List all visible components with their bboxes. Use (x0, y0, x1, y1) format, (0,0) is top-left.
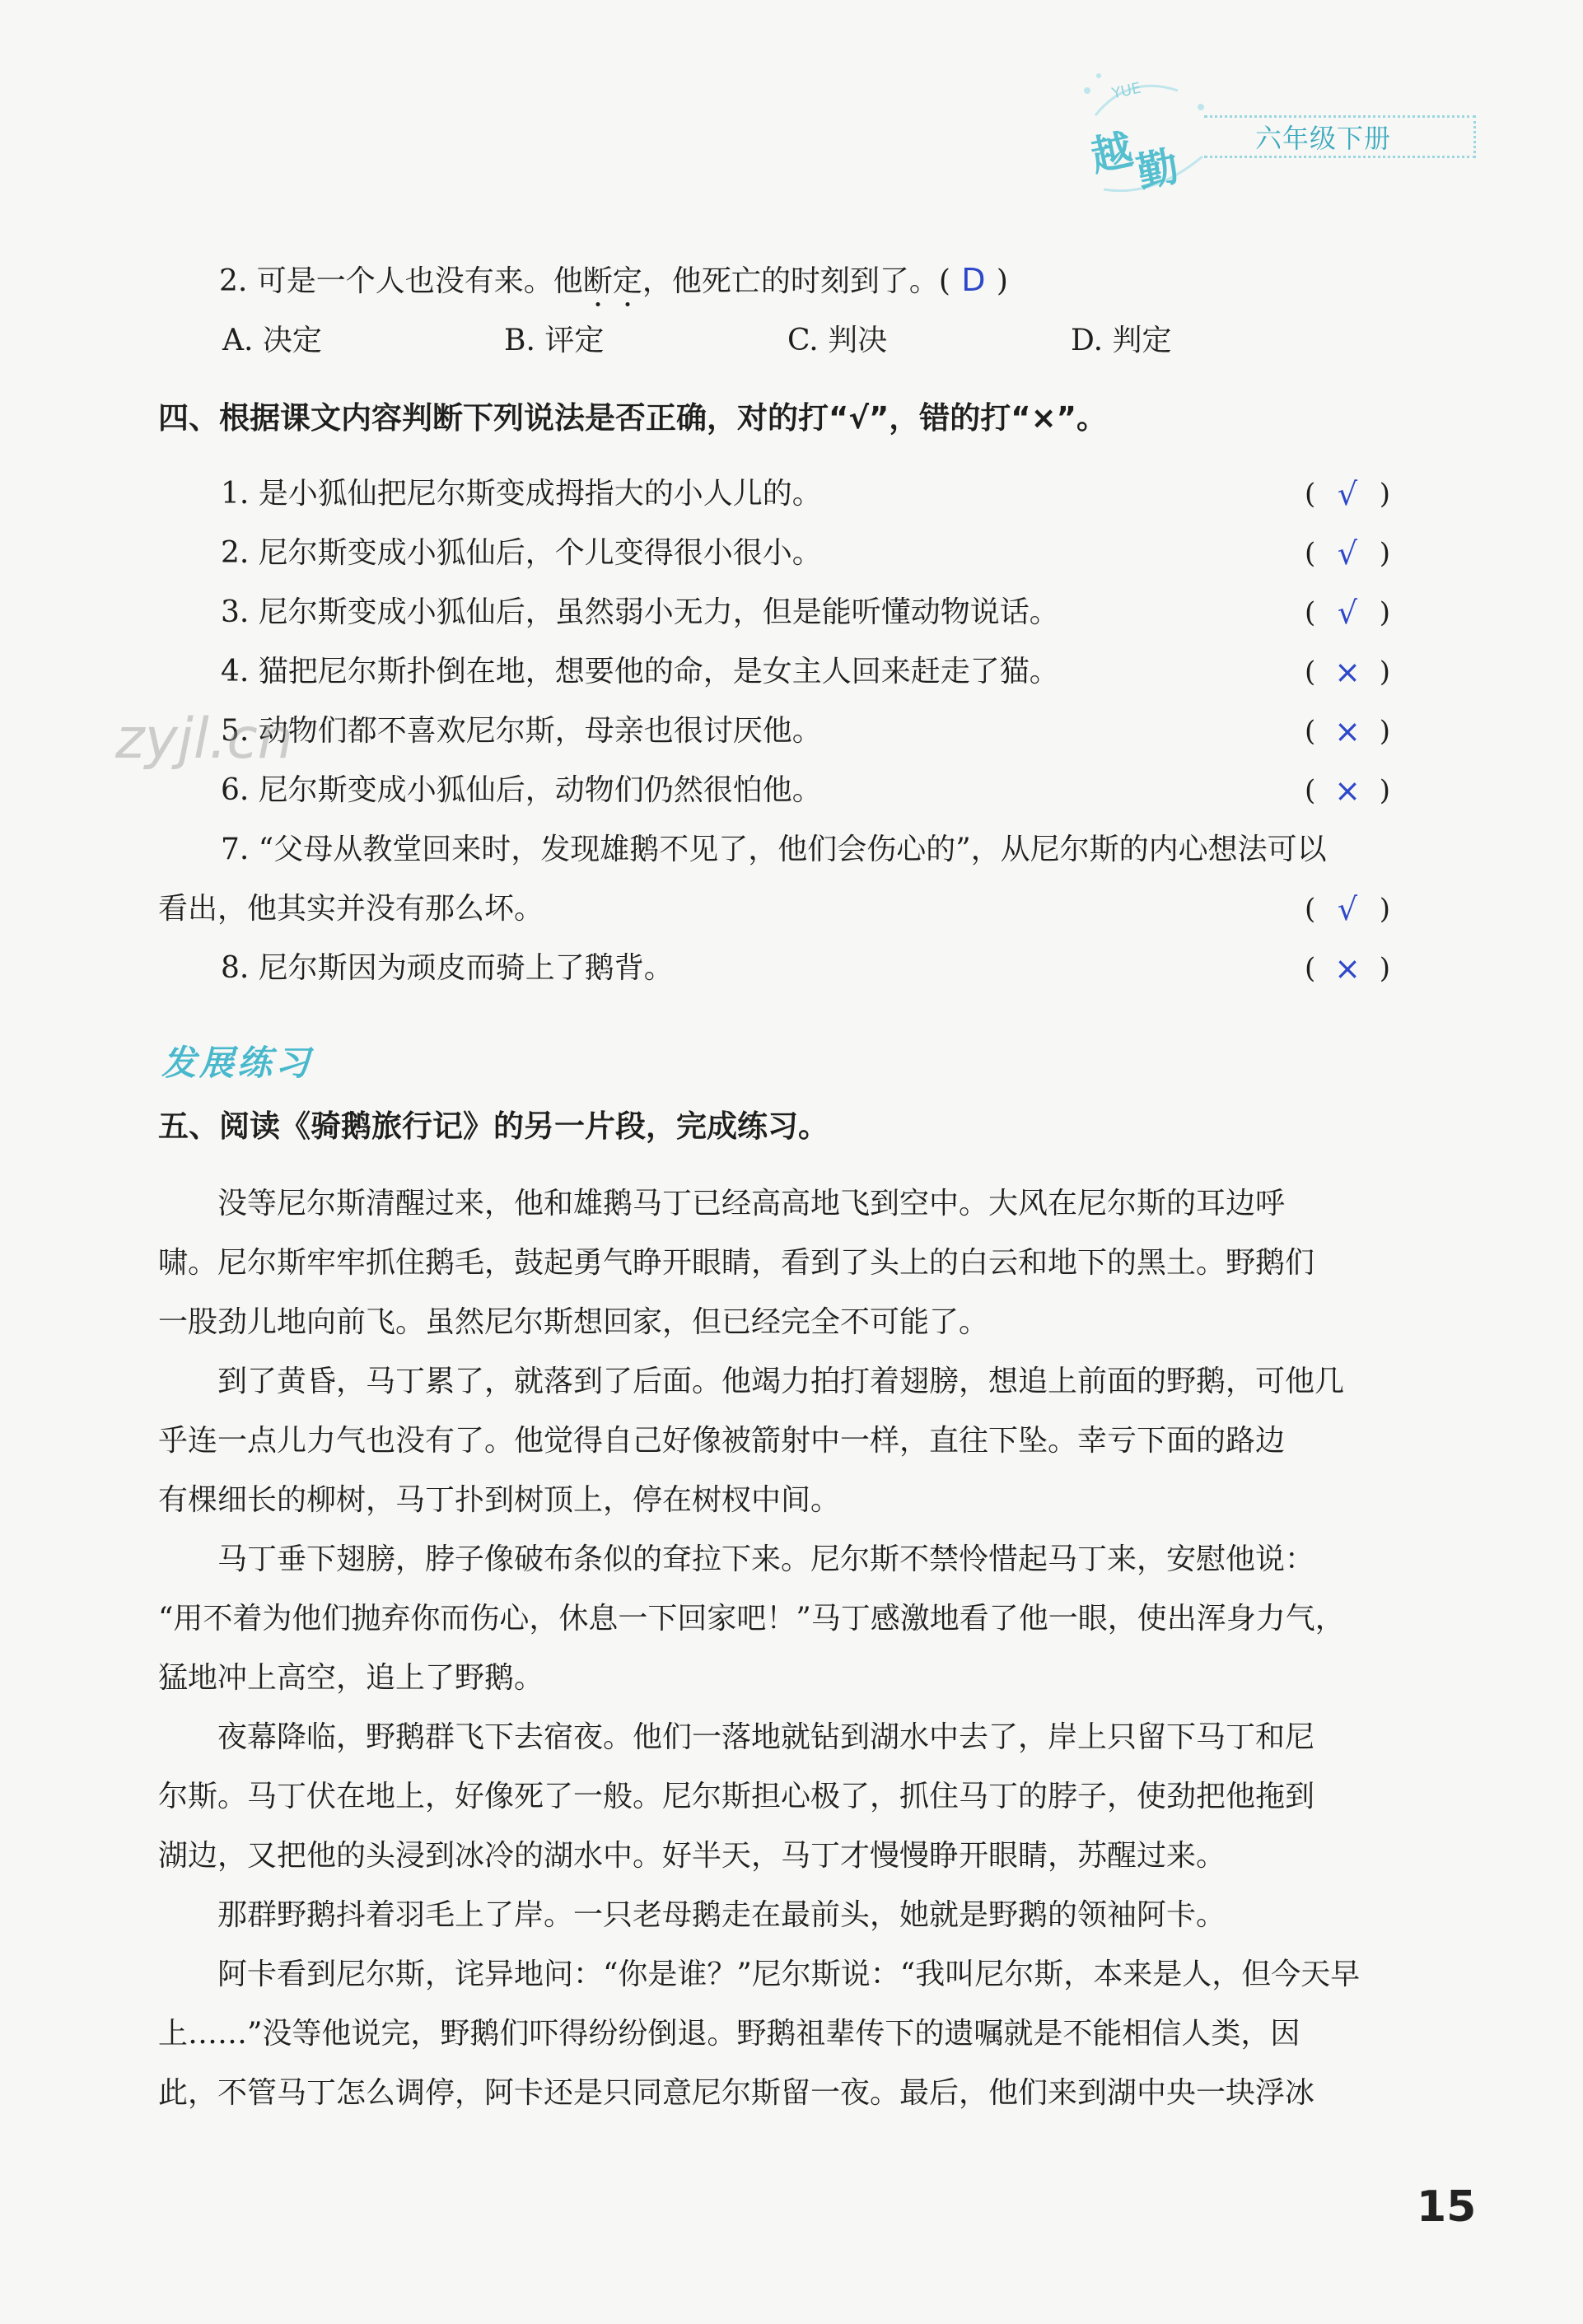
answer-paren (1305, 535, 1390, 572)
paren-open: ( (1305, 478, 1316, 511)
reading-passage (158, 1174, 1402, 2123)
passage-line: 湖边，又把他的头浸到冰冷的湖水中。好半天，马丁才慢慢睁开眼睛，苏醒过来。 (158, 1839, 1226, 1873)
tf-item-4: 4. 猫把尼尔斯扑倒在地，想要他的命，是女主人回来赶走了猫。 (221, 655, 1059, 688)
passage-line: 没等尼尔斯清醒过来，他和雄鹅马丁已经高高地飞到空中。大风在尼尔斯的耳边呼 (158, 1187, 1286, 1220)
emphasis-char: 断 (582, 264, 613, 298)
tf-item-2: 2. 尼尔斯变成小狐仙后，个儿变得很小很小。 (221, 536, 822, 570)
passage-line: “用不着为他们抛弃你而伤心，休息一下回家吧！”马丁感激地看了他一眼，使出浑身力气， (158, 1602, 1345, 1636)
passage-line: 有棵细长的柳树，马丁扑到树顶上，停在树杈中间。 (158, 1483, 841, 1517)
grade-text: 六年级下册 (1255, 123, 1392, 154)
tf-item-6: 6. 尼尔斯变成小狐仙后，动物们仍然很怕他。 (221, 773, 822, 807)
answer-paren (1305, 950, 1390, 987)
logo-char-1: 越 (1086, 125, 1137, 181)
passage-line: 此，不管马丁怎么调停，阿卡还是只同意尼尔斯留一夜。最后，他们来到湖中央一块浮冰 (158, 2076, 1315, 2110)
passage-line: 尔斯。马丁伏在地上，好像死了一般。尼尔斯担心极了，抓住马丁的脖子，使劲把他拖到 (158, 1780, 1315, 1813)
tf-item-1: 1. 是小狐仙把尼尔斯变成拇指大的小人儿的。 (221, 477, 822, 511)
logo-small-text: YUE (1110, 79, 1143, 103)
answer-paren (1305, 654, 1390, 690)
option-b: B. 评定 (504, 324, 605, 357)
paren-close: ) (1379, 893, 1390, 926)
passage-line: 猛地冲上高空，追上了野鹅。 (158, 1661, 544, 1695)
section-banner: 发展练习 (161, 1043, 314, 1083)
paren-close: ) (996, 264, 1008, 298)
paren-open: ( (1305, 537, 1316, 570)
answer-mark: × (1334, 713, 1361, 749)
answer-paren (1305, 713, 1390, 749)
answer-mark: √ (1337, 476, 1358, 512)
paren-open: ( (1305, 952, 1316, 985)
answer-paren (1305, 891, 1390, 927)
answer-mark: √ (1337, 535, 1358, 572)
paren-close: ) (1379, 537, 1390, 570)
answer-paren (1305, 772, 1390, 809)
answer-paren (1305, 595, 1390, 631)
answer-mark: √ (1337, 595, 1358, 631)
stem-text: ，他死亡的时刻到了。( (642, 264, 950, 298)
tf-item-8: 8. 尼尔斯因为顽皮而骑上了鹅背。 (221, 951, 674, 985)
page-number: 15 (1417, 2182, 1477, 2232)
answer-mark: D (961, 262, 986, 298)
answer-paren (1305, 476, 1390, 512)
passage-line: 一股劲儿地向前飞。虽然尼尔斯想回家，但已经完全不可能了。 (158, 1305, 989, 1339)
paren-close: ) (1379, 656, 1390, 688)
paren-close: ) (1379, 596, 1390, 629)
tf-item-7-cont: 看出，他其实并没有那么坏。 (158, 892, 544, 926)
emphasis-char: 定 (612, 264, 642, 298)
passage-line: 乎连一点儿力气也没有了。他觉得自己好像被箭射中一样，直往下坠。幸亏下面的路边 (158, 1424, 1286, 1458)
answer-mark: × (1334, 772, 1361, 809)
paren-close: ) (1379, 774, 1390, 807)
passage-line: 马丁垂下翅膀，脖子像破布条似的耷拉下来。尼尔斯不禁怜惜起马丁来，安慰他说： (158, 1542, 1315, 1576)
paren-close: ) (1379, 715, 1390, 748)
logo-char-2: 勤 (1132, 142, 1184, 198)
tf-item-5: 5. 动物们都不喜欢尼尔斯，母亲也很讨厌他。 (221, 714, 822, 748)
answer-mark: × (1334, 950, 1361, 987)
passage-line: 阿卡看到尼尔斯，诧异地问：“你是谁？”尼尔斯说：“我叫尼尔斯，本来是人，但今天早 (158, 1958, 1361, 1991)
paren-open: ( (1305, 893, 1316, 926)
grade-label (1204, 115, 1476, 158)
tf-item-3: 3. 尼尔斯变成小狐仙后，虽然弱小无力，但是能听懂动物说话。 (221, 595, 1059, 629)
paren-close: ) (1379, 478, 1390, 511)
passage-line: 那群野鹅抖着羽毛上了岸。一只老母鹅走在最前头，她就是野鹅的领袖阿卡。 (158, 1898, 1226, 1932)
tf-item-7: 7. “父母从教堂回来时，发现雄鹅不见了，他们会伤心的”，从尼尔斯的内心想法可以 (221, 833, 1327, 866)
watermark: zyjl.cn (115, 707, 293, 772)
paren-open: ( (1305, 774, 1316, 807)
answer-mark: √ (1337, 891, 1358, 927)
passage-line: 上……”没等他说完，野鹅们吓得纷纷倒退。野鹅祖辈传下的遗嘱就是不能相信人类，因 (158, 2017, 1300, 2051)
passage-line: 到了黄昏，马丁累了，就落到了后面。他竭力拍打着翅膀，想追上前面的野鹅，可他几 (158, 1365, 1345, 1398)
section4-title: 四、根据课文内容判断下列说法是否正确，对的打“√”，错的打“×”。 (158, 400, 1107, 436)
paren-open: ( (1305, 715, 1316, 748)
option-a: A. 决定 (222, 324, 322, 357)
option-c: C. 判决 (787, 324, 888, 357)
passage-line: 啸。尼尔斯牢牢抓住鹅毛，鼓起勇气睁开眼睛，看到了头上的白云和地下的黑土。野鹅们 (158, 1246, 1315, 1280)
stem-text: 2. 可是一个人也没有来。他 (219, 264, 583, 298)
q3-item2-stem (219, 262, 1008, 300)
section5-title: 五、阅读《骑鹅旅行记》的另一片段，完成练习。 (158, 1108, 829, 1144)
option-d: D. 判定 (1071, 324, 1172, 357)
paren-open: ( (1305, 656, 1316, 688)
answer-mark: × (1334, 654, 1361, 690)
paren-close: ) (1379, 952, 1390, 985)
passage-line: 夜幕降临，野鹅群飞下去宿夜。他们一落地就钻到湖水中去了，岸上只留下马丁和尼 (158, 1720, 1315, 1754)
brand-logo (1079, 58, 1211, 206)
paren-open: ( (1305, 596, 1316, 629)
